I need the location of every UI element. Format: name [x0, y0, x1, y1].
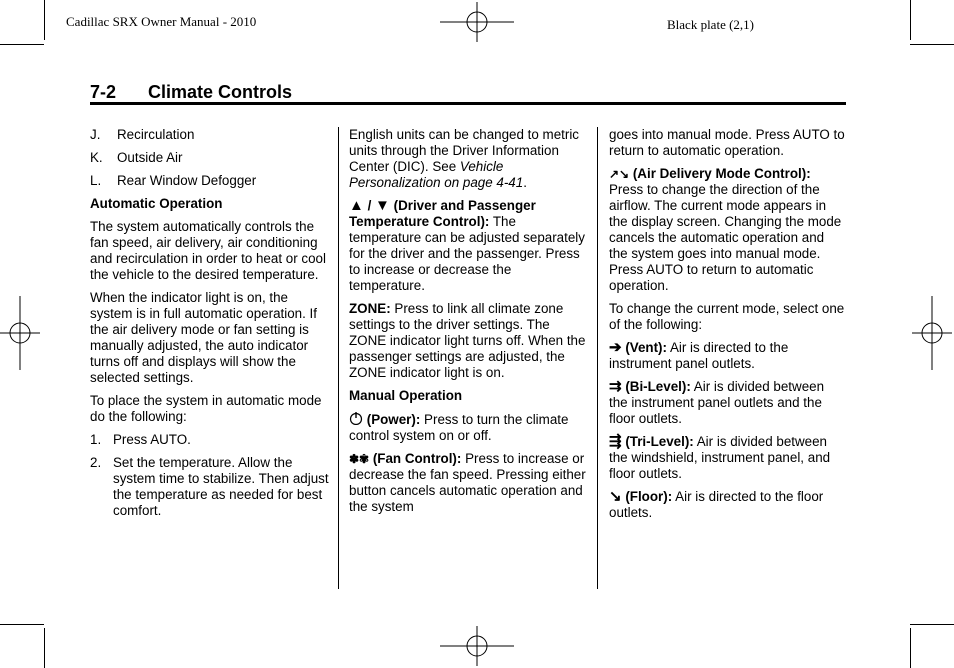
crop-mark	[910, 624, 954, 625]
power-icon	[349, 411, 363, 425]
paragraph: The system automatically controls the fan speed, air delivery, air conditioning and recirculation in order to heat or cool the vehicle to the desired temperature.	[90, 219, 326, 282]
paragraph: ⇉ (Bi-Level): Air is divided between the instrument panel outlets and the floor outlets.	[609, 378, 825, 426]
paragraph: ✽✾ (Fan Control): Press to increase or decrease the fan speed. Pressing either button cancels automatic operation and the system	[349, 451, 586, 514]
paragraph: (Power): Press to turn the climate control system on or off.	[349, 412, 569, 443]
crop-mark	[910, 0, 911, 40]
cross-reference-link[interactable]: Vehicle Personalization on page 4-41	[349, 159, 524, 190]
subheading-manual: Manual Operation	[349, 388, 463, 403]
registration-mark-right	[912, 296, 952, 370]
paragraph: ↗↘ (Air Delivery Mode Control): Press to change the direction of the airflow. The current mode appears in the display screen. Changing the mode cancels the automatic operation and the system goes into manual mode. Press AUTO to return to automatic operation.	[609, 166, 842, 293]
crop-mark	[44, 628, 45, 668]
temp-up-icon: ▲	[349, 197, 364, 214]
list-item: J. Recirculation	[90, 127, 195, 142]
step-item: 2. Set the temperature. Allow the system time to stabilize. Then adjust the temperature as needed for best comfort.	[90, 455, 329, 518]
column-2	[349, 127, 589, 522]
vent-icon: ➔	[609, 339, 622, 356]
column-divider	[338, 127, 339, 589]
tri-level-icon: ⇶	[609, 433, 622, 450]
crop-mark	[910, 44, 954, 45]
manual-title: Cadillac SRX Owner Manual - 2010	[66, 14, 257, 29]
section-number: 7-2	[90, 82, 117, 102]
paragraph: To change the current mode, select one of the following:	[609, 301, 845, 332]
list-item: L. Rear Window Defogger	[90, 173, 257, 188]
paragraph: ↘ (Floor): Air is directed to the floor outlets.	[609, 488, 824, 520]
registration-mark-bottom	[440, 626, 514, 666]
registration-mark-top	[440, 2, 514, 42]
paragraph: When the indicator light is on, the system is in full automatic operation. If the air delivery mode or fan setting is manually adjusted, the auto indicator turns off and displays will show the selected settings.	[90, 290, 317, 385]
subheading-automatic: Automatic Operation	[90, 196, 223, 211]
paragraph: ZONE: Press to link all climate zone settings to the driver settings. The ZONE indicator light turns off. When the passenger settings are adjusted, the ZONE indicator light is on.	[349, 301, 586, 380]
air-delivery-icon: ↗↘	[609, 167, 630, 181]
column-3	[609, 127, 846, 528]
paragraph: ⇶ (Tri-Level): Air is divided between the windshield, instrument panel, and floor outlets.	[609, 433, 831, 481]
fan-icon: ✽✾	[349, 452, 370, 466]
paragraph: ➔ (Vent): Air is directed to the instrument panel outlets.	[609, 339, 789, 371]
step-item: 1. Press AUTO.	[90, 432, 191, 447]
list-item: K. Outside Air	[90, 150, 183, 165]
section-title: Climate Controls	[148, 82, 293, 102]
crop-mark	[0, 624, 44, 625]
crop-mark	[0, 44, 44, 45]
column-1	[90, 127, 330, 526]
paragraph: To place the system in automatic mode do the following:	[90, 393, 322, 424]
bi-level-icon: ⇉	[609, 378, 622, 395]
floor-icon: ↘	[609, 488, 622, 505]
column-divider	[597, 127, 598, 589]
crop-mark	[44, 0, 45, 40]
paragraph: English units can be changed to metric units through the Driver Information Center (DIC). See Vehicle Personalization on page 4-41.	[349, 127, 580, 190]
paragraph: ▲ / ▼ (Driver and Passenger Temperature Control): The temperature can be adjusted separately for the driver and the passenger. Press to increase or decrease the temperature.	[349, 197, 585, 293]
crop-mark	[910, 628, 911, 668]
plate-label: Black plate (2,1)	[667, 17, 754, 32]
paragraph: goes into manual mode. Press AUTO to return to automatic operation.	[609, 127, 845, 158]
registration-mark-left	[0, 296, 40, 370]
section-heading	[90, 80, 846, 105]
temp-down-icon: ▼	[375, 197, 390, 214]
